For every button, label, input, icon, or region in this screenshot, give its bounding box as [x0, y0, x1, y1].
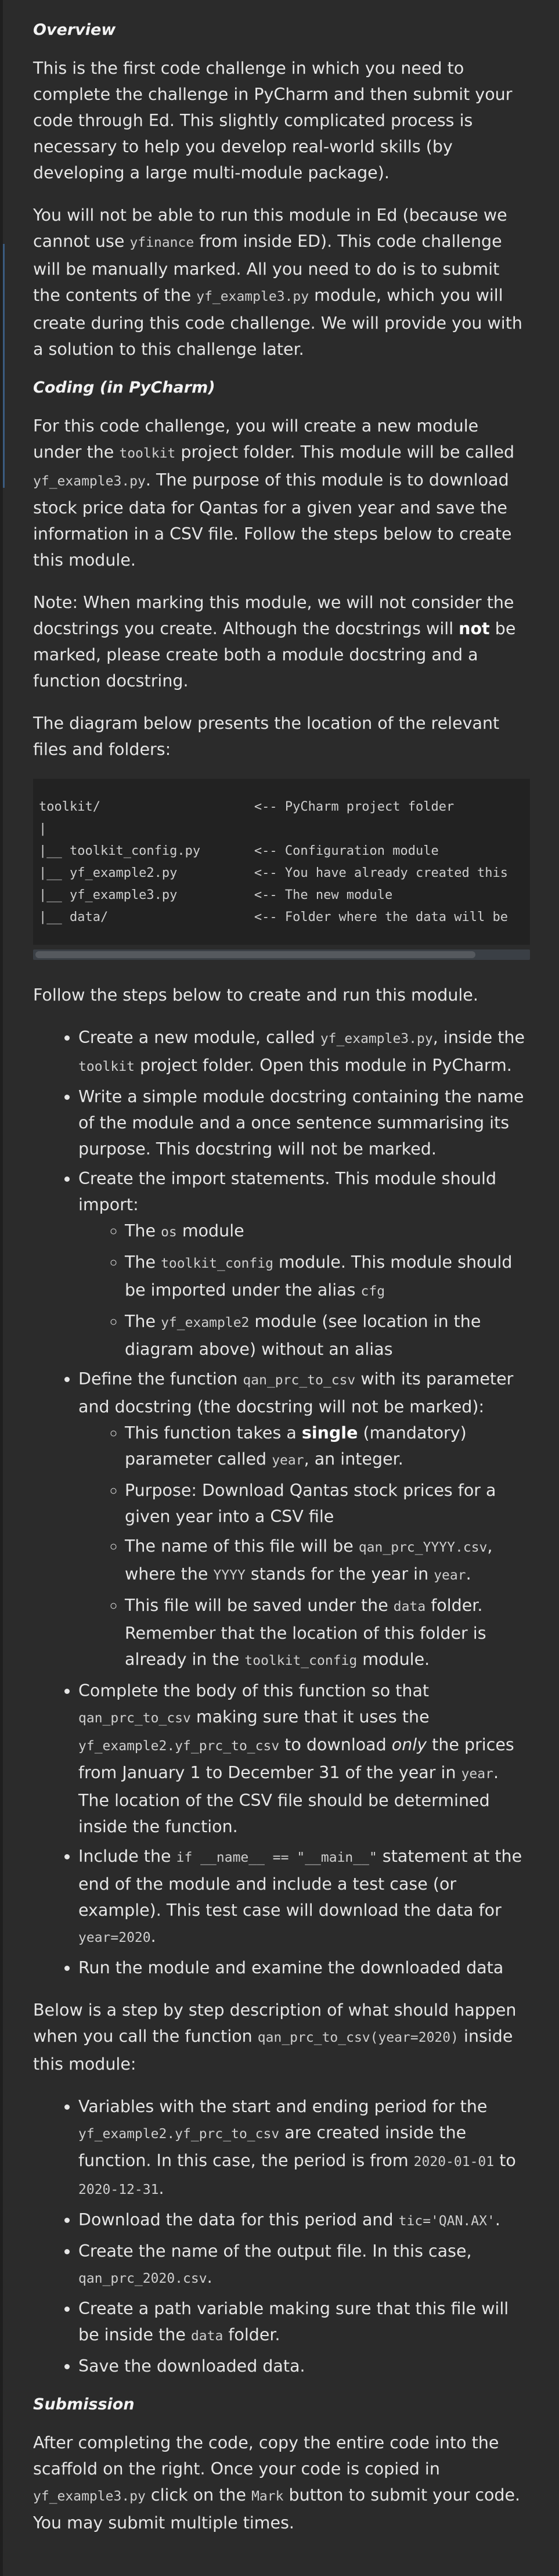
code-line: | — [39, 822, 47, 836]
list-item: • Write a simple module docstring containing the name of the module and a once sentence summarising its purpose. This docstring will not be marked. — [78, 1084, 530, 1162]
list-item: • Run the module and examine the downloaded data — [78, 1955, 530, 1981]
left-accent-bar — [3, 244, 5, 488]
folder-diagram-code-block — [33, 779, 530, 945]
coding-paragraph-1: For this code challenge, you will create a new module under the toolkit project folder. This module will be called yf_example3.py. The purpose of this module is to download stock price data for Qantas for a given year and save the information in a CSV file. Follow the steps below to create this module. — [33, 416, 515, 570]
code-horizontal-scrollbar[interactable] — [33, 949, 530, 960]
coding-paragraph-4: Follow the steps below to create and run this module. — [33, 985, 478, 1005]
description-list — [33, 2093, 530, 2379]
list-item: ◦ The yf_example2 module (see location in the diagram above) without an alias — [125, 1308, 530, 1362]
coding-paragraph-5: Below is a step by step description of what should happen when you call the function qan_prc_to_csv(year=2020) inside this module: — [33, 2001, 517, 2074]
list-item: ◦ The os module — [125, 1218, 530, 1246]
list-item: • Save the downloaded data. — [78, 2353, 530, 2379]
list-item: • Define the function qan_prc_to_csv with its parameter and docstring (the docstring will not be marked): ◦ This function takes a single (mandatory) parameter called year, an integer. ◦ Purpose: Download Qantas stock prices for a given year into a CSV file ◦ The name of this file will be qan_prc_YYYY.csv, where the YYYY stands for the year in year. ◦ This file will be saved under the data folder. Remember that the location of this folder is already in the toolkit_config module. — [78, 1366, 530, 1674]
list-item: ◦ This file will be saved under the data folder. Remember that the location of this folder is already in the toolkit_config module. — [125, 1592, 530, 1674]
submission-heading: Submission — [33, 2395, 135, 2413]
list-item: • Variables with the start and ending period for the yf_example2.yf_prc_to_csv are created inside the function. In this case, the period is from 2020-01-01 to 2020-12-31. — [78, 2093, 530, 2203]
list-item: • Complete the body of this function so that qan_prc_to_csv making sure that it uses the yf_example2.yf_prc_to_csv to download only the prices from January 1 to December 31 of the year in year. The location of the CSV file should be determined inside the function. — [78, 1678, 530, 1840]
list-item: • Include the if __name__ == "__main__" statement at the end of the module and include a test case (or example). This test case will download the data for year=2020. — [78, 1843, 530, 1951]
submission-paragraph: After completing the code, copy the entire code into the scaffold on the right. Once your code is copied in yf_example3.py click on the Mark button to submit your code. You may submit multiple times. — [33, 2433, 521, 2532]
overview-paragraph-2: You will not be able to run this module in Ed (because we cannot use yfinance from inside ED). This code challenge will be manually marked. All you need to do is to submit the contents of the yf_example3.py module, which you will create during this code challenge. We will provide you with a solution to this challenge later. — [33, 206, 522, 359]
list-item: ◦ Purpose: Download Qantas stock prices for a given year into a CSV file — [125, 1477, 530, 1530]
list-item: • Create the import statements. This module should import: ◦ The os module ◦ The toolkit_config module. This module should be imported under the alias cfg ◦ The yf_example2 module (see location in the diagram above) without an alias — [78, 1165, 530, 1362]
coding-paragraph-3: The diagram below presents the location of the relevant files and folders: — [33, 714, 500, 759]
list-item: • Create the name of the output file. In this case, qan_prc_2020.csv. — [78, 2238, 530, 2292]
list-item: ◦ This function takes a single (mandatory) parameter called year, an integer. — [125, 1420, 530, 1474]
coding-heading: Coding (in PyCharm) — [33, 379, 215, 397]
list-item: ◦ The toolkit_config module. This module should be imported under the alias cfg — [125, 1249, 530, 1305]
code-line: |__ yf_example3.py <-- The new module — [39, 888, 393, 902]
function-sublist — [78, 1420, 530, 1674]
scrollbar-thumb[interactable] — [35, 951, 475, 958]
overview-paragraph-1: This is the first code challenge in which you need to complete the challenge in PyCharm and then submit your code through Ed. This slightly complicated process is necessary to help you develop real-world skills (by developing a large multi-module package). — [33, 59, 513, 182]
code-line: toolkit/ <-- PyCharm project folder — [39, 800, 455, 814]
code-line: |__ toolkit_config.py <-- Configuration module — [39, 844, 439, 858]
code-line: |__ data/ <-- Folder where the data will be — [39, 910, 508, 924]
steps-list — [33, 1024, 530, 1981]
list-item: ◦ The name of this file will be qan_prc_YYYY.csv, where the YYYY stands for the year in year. — [125, 1533, 530, 1589]
list-item: • Download the data for this period and tic='QAN.AX'. — [78, 2207, 530, 2235]
overview-heading: Overview — [33, 21, 116, 39]
list-item: • Create a new module, called yf_example3.py, inside the toolkit project folder. Open this module in PyCharm. — [78, 1024, 530, 1080]
list-item: • Create a path variable making sure that this file will be inside the data folder. — [78, 2296, 530, 2350]
coding-paragraph-2: Note: When marking this module, we will not consider the docstrings you create. Although the docstrings will not be marked, please create both a module docstring and a function docstring. — [33, 593, 516, 690]
code-line: |__ yf_example2.py <-- You have already created this — [39, 866, 508, 880]
import-sublist — [78, 1218, 530, 1362]
